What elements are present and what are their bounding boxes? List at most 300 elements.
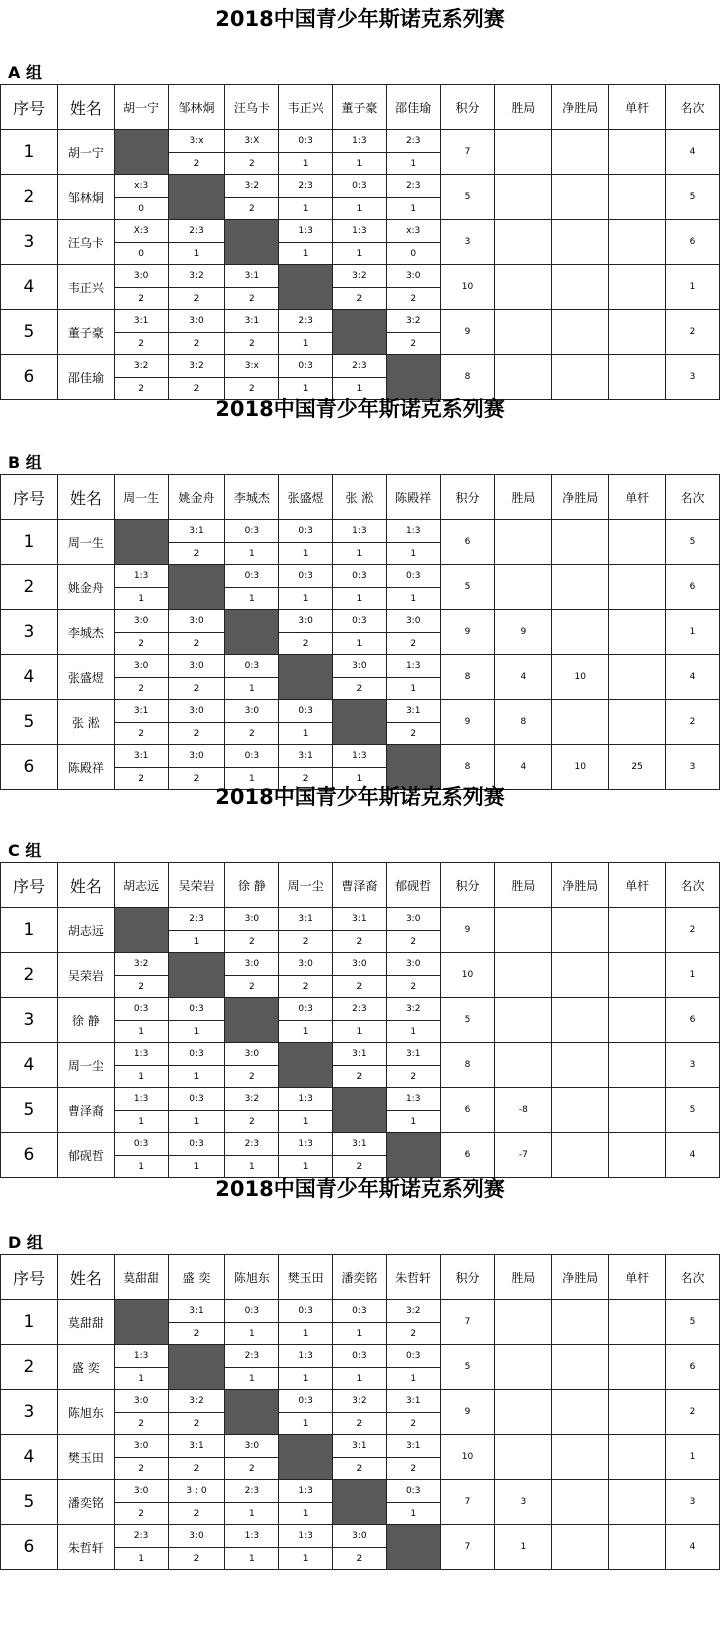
rank-value: 2 [666,908,720,953]
break-value [609,265,666,310]
match-score: 3:0 [279,953,333,976]
match-points: 1 [225,768,279,790]
match-points: 2 [386,1458,440,1480]
match-score: 1:3 [333,130,387,153]
match-score: X:3 [114,220,168,243]
break-value [609,1480,666,1525]
match-points: 2 [225,1111,279,1133]
rank-value: 3 [666,1480,720,1525]
row-seq: 6 [1,745,58,790]
header-break: 单杆 [609,1255,666,1300]
match-points: 2 [333,1066,387,1088]
match-score: 3:x [225,355,279,378]
net-value [552,1088,609,1133]
total-points: 5 [440,175,495,220]
break-value [609,355,666,400]
wins-value [495,355,552,400]
break-value [609,700,666,745]
match-score: 3:0 [225,1043,279,1066]
match-points: 2 [114,768,168,790]
total-points: 3 [440,220,495,265]
match-points: 2 [386,1066,440,1088]
header-points: 积分 [440,863,495,908]
match-score: 3:0 [114,265,168,288]
rank-value: 5 [666,1300,720,1345]
total-points: 9 [440,700,495,745]
match-score: 3:0 [114,1480,168,1503]
self-match-cell [114,908,168,953]
match-points: 2 [386,288,440,310]
match-score: 3:0 [168,655,225,678]
header-opponent: 李城杰 [225,475,279,520]
row-seq: 3 [1,610,58,655]
total-points: 7 [440,1300,495,1345]
match-points: 2 [168,1548,225,1570]
header-net: 净胜局 [552,1255,609,1300]
total-points: 7 [440,1525,495,1570]
table-row [1,908,720,931]
table-row [1,310,720,333]
match-score: 1:3 [333,520,387,543]
table-row [1,998,720,1021]
match-points: 1 [279,1323,333,1345]
player-name: 陈旭东 [57,1390,114,1435]
match-score: 3:1 [333,1133,387,1156]
rank-value: 4 [666,130,720,175]
match-score: 3:0 [225,700,279,723]
row-seq: 2 [1,175,58,220]
match-points: 2 [333,1413,387,1435]
net-value [552,610,609,655]
header-rank: 名次 [666,1255,720,1300]
match-score: 1:3 [279,220,333,243]
page-title: 2018中国青少年斯诺克系列赛 [215,397,505,421]
table-row [1,175,720,198]
break-value [609,1390,666,1435]
match-score: 3:0 [225,908,279,931]
self-match-cell [386,1133,440,1178]
match-score: 1:3 [386,1088,440,1111]
row-seq: 5 [1,1088,58,1133]
match-points: 1 [168,1066,225,1088]
group-label: A 组 [8,63,42,82]
wins-value: 3 [495,1480,552,1525]
match-points: 0 [114,198,168,220]
match-score: 3:0 [114,1390,168,1413]
match-points: 2 [386,333,440,355]
match-score: 3:1 [225,310,279,333]
net-value [552,520,609,565]
match-score: 3:1 [225,265,279,288]
match-score: 3:0 [386,610,440,633]
match-points: 2 [225,288,279,310]
match-score: 3:2 [386,1300,440,1323]
match-points: 1 [114,588,168,610]
total-points: 5 [440,565,495,610]
match-score: 2:3 [386,175,440,198]
header-opponent: 朱哲轩 [386,1255,440,1300]
total-points: 7 [440,1480,495,1525]
header-opponent: 胡一宁 [114,85,168,130]
match-points: 1 [333,153,387,175]
self-match-cell [168,565,225,610]
match-points: 1 [279,378,333,400]
break-value [609,1525,666,1570]
round-robin-table [0,862,720,1178]
match-score: 3:0 [333,655,387,678]
match-score: 0:3 [225,655,279,678]
match-points: 1 [279,1368,333,1390]
break-value [609,1300,666,1345]
self-match-cell [168,175,225,220]
wins-value [495,310,552,355]
match-points: 2 [225,723,279,745]
match-points: 2 [114,678,168,700]
header-opponent: 莫甜甜 [114,1255,168,1300]
wins-value: -7 [495,1133,552,1178]
match-score: 0:3 [279,520,333,543]
match-score: 0:3 [333,565,387,588]
self-match-cell [168,953,225,998]
wins-value: 8 [495,700,552,745]
match-score: 3:0 [225,953,279,976]
table-row [1,655,720,678]
header-opponent: 胡志远 [114,863,168,908]
match-points: 1 [386,1021,440,1043]
match-score: 3:2 [168,1390,225,1413]
match-score: 1:3 [114,1088,168,1111]
match-points: 2 [168,678,225,700]
player-name: 汪乌卡 [57,220,114,265]
self-match-cell [279,265,333,310]
table-row [1,700,720,723]
wins-value: 9 [495,610,552,655]
header-seq: 序号 [1,85,58,130]
total-points: 8 [440,355,495,400]
header-seq: 序号 [1,1255,58,1300]
break-value [609,953,666,998]
row-seq: 5 [1,700,58,745]
self-match-cell [386,745,440,790]
table-row [1,1480,720,1503]
match-score: 0:3 [114,998,168,1021]
match-score: 1:3 [386,520,440,543]
match-points: 1 [168,1021,225,1043]
rank-value: 4 [666,1133,720,1178]
header-opponent: 董子豪 [333,85,387,130]
match-score: 3:1 [386,1390,440,1413]
net-value [552,908,609,953]
header-seq: 序号 [1,863,58,908]
break-value [609,655,666,700]
match-points: 2 [386,1413,440,1435]
rank-value: 4 [666,1525,720,1570]
match-score: 2:3 [225,1480,279,1503]
player-name: 张盛煜 [57,655,114,700]
net-value [552,1300,609,1345]
match-score: 3:0 [333,953,387,976]
match-score: 3:2 [168,265,225,288]
player-name: 周一生 [57,520,114,565]
match-points: 1 [279,1156,333,1178]
match-score: 3:1 [114,745,168,768]
total-points: 6 [440,1088,495,1133]
match-points: 2 [225,378,279,400]
table-row [1,1345,720,1368]
self-match-cell [225,1390,279,1435]
match-points: 2 [279,976,333,998]
table-row [1,1435,720,1458]
total-points: 9 [440,310,495,355]
rank-value: 1 [666,1435,720,1480]
match-points: 1 [333,243,387,265]
match-points: 1 [225,543,279,565]
break-value [609,130,666,175]
header-wins: 胜局 [495,85,552,130]
match-points: 2 [114,976,168,998]
net-value [552,265,609,310]
group-label: D 组 [8,1233,43,1252]
match-points: 2 [386,931,440,953]
wins-value: -8 [495,1088,552,1133]
match-points: 2 [168,723,225,745]
match-points: 1 [114,1021,168,1043]
match-score: 2:3 [114,1525,168,1548]
rank-value: 3 [666,355,720,400]
net-value [552,1133,609,1178]
match-score: 0:3 [225,565,279,588]
match-points: 1 [168,931,225,953]
break-value [609,1133,666,1178]
header-opponent: 陈旭东 [225,1255,279,1300]
match-points: 1 [114,1111,168,1133]
match-points: 1 [279,333,333,355]
break-value [609,1088,666,1133]
match-score: 1:3 [279,1345,333,1368]
header-rank: 名次 [666,85,720,130]
rank-value: 5 [666,520,720,565]
table-row [1,1133,720,1156]
group-label: C 组 [8,841,42,860]
round-robin-table [0,474,720,790]
match-points: 2 [168,288,225,310]
header-opponent: 吴荣岩 [168,863,225,908]
row-seq: 4 [1,265,58,310]
match-score: 0:3 [279,355,333,378]
match-score: 2:3 [279,175,333,198]
match-points: 1 [386,153,440,175]
match-score: 0:3 [279,998,333,1021]
match-points: 1 [279,1111,333,1133]
net-value [552,1043,609,1088]
net-value [552,953,609,998]
table-row [1,1088,720,1111]
match-points: 2 [333,1156,387,1178]
header-net: 净胜局 [552,85,609,130]
self-match-cell [114,130,168,175]
net-value [552,998,609,1043]
header-name: 姓名 [57,85,114,130]
wins-value [495,1345,552,1390]
row-seq: 6 [1,1133,58,1178]
wins-value: 4 [495,655,552,700]
round-robin-table [0,84,720,400]
wins-value [495,265,552,310]
match-points: 2 [114,723,168,745]
match-points: 2 [333,931,387,953]
header-rank: 名次 [666,863,720,908]
header-rank: 名次 [666,475,720,520]
match-score: 3:1 [386,700,440,723]
match-points: 1 [225,1323,279,1345]
round-robin-table [0,1254,720,1570]
break-value [609,520,666,565]
total-points: 10 [440,265,495,310]
header-net: 净胜局 [552,475,609,520]
match-points: 2 [168,1503,225,1525]
match-points: 1 [386,543,440,565]
net-value: 10 [552,655,609,700]
header-points: 积分 [440,85,495,130]
header-name: 姓名 [57,475,114,520]
page-title: 2018中国青少年斯诺克系列赛 [215,1177,505,1201]
self-match-cell [279,1043,333,1088]
net-value [552,1390,609,1435]
match-score: 3:X [225,130,279,153]
match-points: 1 [168,1111,225,1133]
self-match-cell [333,1088,387,1133]
match-points: 2 [225,1066,279,1088]
wins-value [495,520,552,565]
wins-value [495,1300,552,1345]
match-points: 1 [386,678,440,700]
rank-value: 6 [666,998,720,1043]
total-points: 5 [440,998,495,1043]
match-points: 2 [279,768,333,790]
header-opponent: 盛 奕 [168,1255,225,1300]
player-name: 张 淞 [57,700,114,745]
self-match-cell [279,655,333,700]
wins-value [495,1390,552,1435]
match-score: 3:0 [168,310,225,333]
row-seq: 1 [1,130,58,175]
header-opponent: 周一尘 [279,863,333,908]
wins-value [495,998,552,1043]
self-match-cell [225,220,279,265]
break-value [609,998,666,1043]
match-points: 0 [114,243,168,265]
match-score: 3:2 [333,265,387,288]
break-value [609,310,666,355]
match-score: 3:0 [225,1435,279,1458]
match-score: 3:2 [168,355,225,378]
table-row [1,610,720,633]
match-points: 1 [114,1548,168,1570]
player-name: 潘奕铭 [57,1480,114,1525]
header-points: 积分 [440,1255,495,1300]
total-points: 10 [440,953,495,998]
net-value [552,700,609,745]
match-points: 2 [279,633,333,655]
player-name: 姚金舟 [57,565,114,610]
row-seq: 1 [1,908,58,953]
rank-value: 2 [666,700,720,745]
table-row [1,745,720,768]
wins-value [495,175,552,220]
match-points: 1 [333,768,387,790]
header-opponent: 张盛煜 [279,475,333,520]
match-points: 1 [279,153,333,175]
rank-value: 1 [666,953,720,998]
match-score: 1:3 [333,745,387,768]
match-points: 1 [225,678,279,700]
break-value [609,175,666,220]
header-opponent: 郁砚哲 [386,863,440,908]
match-points: 2 [168,1413,225,1435]
player-name: 韦正兴 [57,265,114,310]
total-points: 5 [440,1345,495,1390]
match-points: 2 [114,288,168,310]
self-match-cell [279,1435,333,1480]
match-points: 1 [225,588,279,610]
match-points: 2 [168,1458,225,1480]
match-score: 3:2 [114,953,168,976]
match-points: 2 [168,768,225,790]
header-opponent: 张 淞 [333,475,387,520]
wins-value [495,220,552,265]
player-name: 樊玉田 [57,1435,114,1480]
rank-value: 2 [666,310,720,355]
match-score: 2:3 [333,355,387,378]
break-value [609,565,666,610]
match-score: 3:1 [386,1435,440,1458]
match-score: 0:3 [168,998,225,1021]
row-seq: 6 [1,355,58,400]
header-opponent: 邹林烔 [168,85,225,130]
group-label: B 组 [8,453,42,472]
match-points: 1 [333,198,387,220]
match-score: 3 : 0 [168,1480,225,1503]
match-points: 2 [225,931,279,953]
header-opponent: 汪乌卡 [225,85,279,130]
header-break: 单杆 [609,85,666,130]
match-score: 3:1 [168,520,225,543]
match-points: 1 [168,1156,225,1178]
wins-value [495,130,552,175]
match-score: 3:2 [333,1390,387,1413]
row-seq: 2 [1,1345,58,1390]
match-score: 3:0 [168,610,225,633]
match-points: 2 [114,333,168,355]
row-seq: 3 [1,220,58,265]
match-score: 3:0 [386,953,440,976]
match-points: 1 [225,1156,279,1178]
match-points: 1 [279,198,333,220]
match-points: 2 [168,633,225,655]
match-score: 1:3 [279,1088,333,1111]
total-points: 9 [440,908,495,953]
table-row [1,565,720,588]
match-score: 3:0 [114,610,168,633]
match-score: 0:3 [279,1300,333,1323]
row-seq: 2 [1,953,58,998]
header-seq: 序号 [1,475,58,520]
header-wins: 胜局 [495,863,552,908]
match-score: 3:0 [114,655,168,678]
self-match-cell [333,1480,387,1525]
match-points: 2 [279,931,333,953]
match-score: 2:3 [333,998,387,1021]
